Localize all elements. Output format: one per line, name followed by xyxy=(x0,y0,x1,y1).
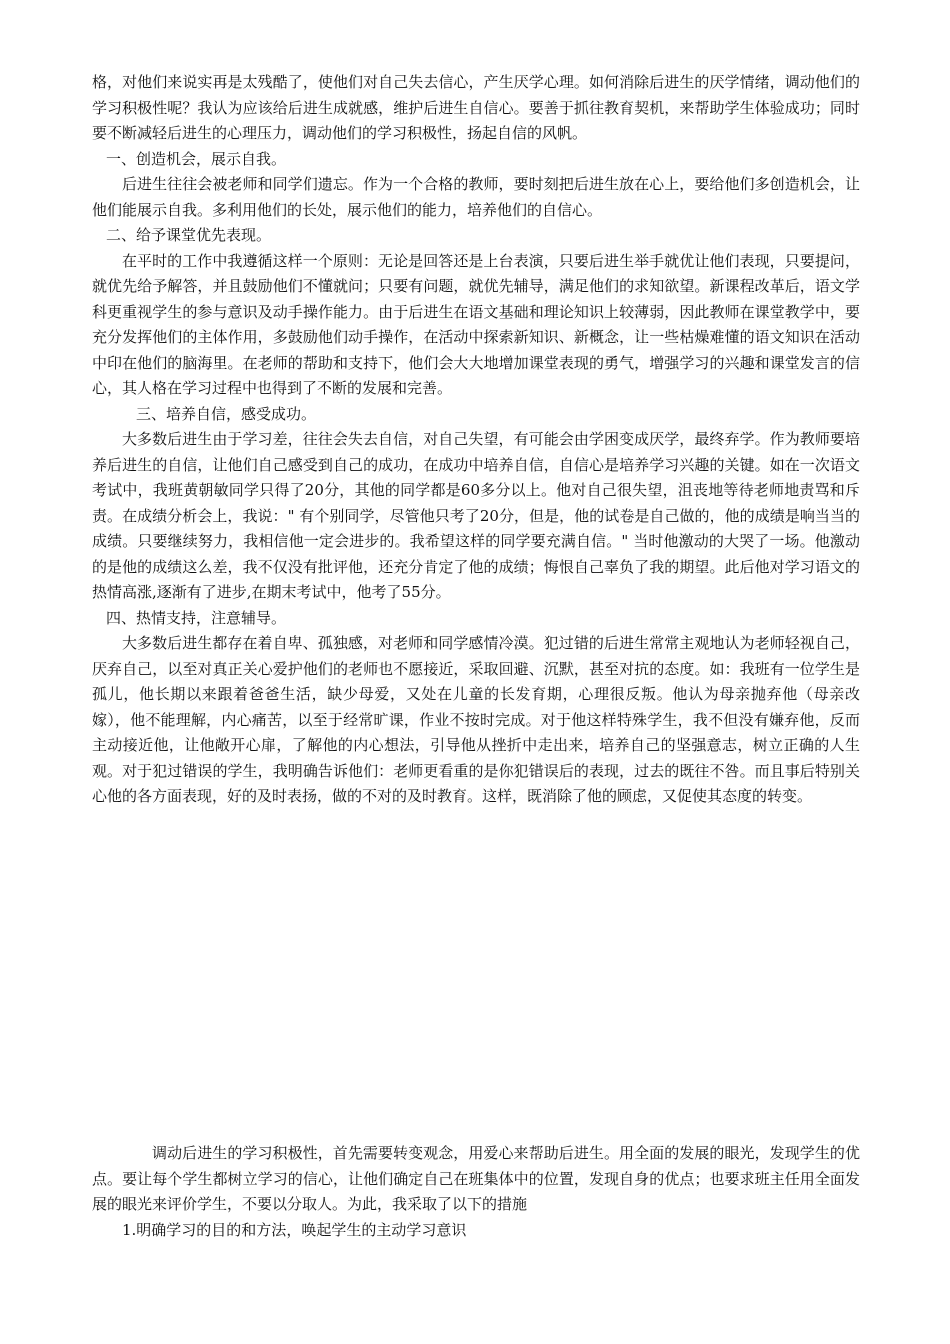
section-paragraph-3: 大多数后进生由于学习差，往往会失去自信，对自己失望，有可能会由学困变成厌学，最终弃学。作为教师要培养后进生的自信，让他们自己感受到自己的成功，在成功中培养自信，自信心是培养学习兴趣的关键。如在一次语文考试中，我班黄朝敏同学只得了20分，其他的同学都是60多分以上。他对自己很失望，沮丧地等待老师地责骂和斥责。在成绩分析会上，我说：" 有个别同学，尽管他只考了20分，但是，他的试卷是自己做的，他的成绩是响当当的成绩。只要继续努力，我相信他一定会进步的。我希望这样的同学要充满自信。" 当时他激动的大哭了一场。他激动的是他的成绩这么差，我不仅没有批评他，还充分肯定了他的成绩；悔恨自己辜负了我的期望。此后他对学习语文的热情高涨,逐渐有了进步,在期末考试中，他考了55分。 xyxy=(92,430,860,601)
document-body xyxy=(92,70,860,810)
section-paragraph-4: 大多数后进生都存在着自卑、孤独感，对老师和同学感情冷漠。犯过错的后进生常常主观地认为老师轻视自己，厌弃自己，以至对真正关心爱护他们的老师也不愿接近，采取回避、沉默，甚至对抗的态度。如：我班有一位学生是孤儿，他长期以来跟着爸爸生活，缺少母爱，又处在儿童的长发育期，心理很反叛。他认为母亲抛弃他（母亲改嫁），他不能理解，内心痛苦，以至于经常旷课，作业不按时完成。对于他这样特殊学生，我不但没有嫌弃他，反而主动接近他，让他敞开心扉，了解他的内心想法，引导他从挫折中走出来，培养自己的坚强意志，树立正确的人生观。对于犯过错误的学生，我明确告诉他们：老师更看重的是你犯错误后的表现，过去的既往不咎。而且事后特别关心他的各方面表现，好的及时表扬，做的不对的及时教育。这样，既消除了他的顾虑，又促使其态度的转变。 xyxy=(92,634,860,805)
section-heading-3: 三、培养自信，感受成功。 xyxy=(136,404,317,423)
measure-list-item-1: 1.明确学习的目的和方法，唤起学生的主动学习意识 xyxy=(122,1220,467,1239)
section-heading-2: 二、给予课堂优先表现。 xyxy=(106,226,272,244)
section-heading-4: 四、热情支持，注意辅导。 xyxy=(106,608,287,627)
section-paragraph-1: 后进生往往会被老师和同学们遗忘。作为一个合格的教师，要时刻把后进生放在心上，要给他们多创造机会，让他们能展示自我。多利用他们的长处，展示他们的能力，培养他们的自信心。 xyxy=(92,175,860,219)
document-tail xyxy=(92,1141,860,1243)
section-paragraph-2: 在平时的工作中我遵循这样一个原则：无论是回答还是上台表演，只要后进生举手就优让他们表现，只要提问，就优先给予解答，并且鼓励他们不懂就问；只要有问题，就优先辅导，满足他们的求知欲望。新课程改革后，语文学科更重视学生的参与意识及动手操作能力。由于后进生在语文基础和理论知识上较薄弱，因此教师在课堂教学中，要充分发挥他们的主体作用，多鼓励他们动手操作，在活动中探索新知识、新概念，让一些枯燥难懂的语文知识在活动中印在他们的脑海里。在老师的帮助和支持下，他们会大大地增加课堂表现的勇气，增强学习的兴趣和课堂发言的信心，其人格在学习过程中也得到了不断的发展和完善。 xyxy=(92,251,860,397)
intro-paragraph: 格，对他们来说实再是太残酷了，使他们对自己失去信心，产生厌学心理。如何消除后进生的厌学情绪，调动他们的学习积极性呢？我认为应该给后进生成就感，维护后进生自信心。要善于抓往教育契机，来帮助学生体验成功；同时要不断减轻后进生的心理压力，调动他们的学习积极性，扬起自信的风帆。 xyxy=(92,73,860,142)
summary-paragraph: 调动后进生的学习积极性，首先需要转变观念，用爱心来帮助后进生。用全面的发展的眼光，发现学生的优点。要让每个学生都树立学习的信心，让他们确定自己在班集体中的位置，发现自身的优点；也要求班主任用全面发展的眼光来评价学生，不要以分取人。为此，我采取了以下的措施 xyxy=(92,1144,860,1213)
section-heading-1: 一、创造机会，展示自我。 xyxy=(106,149,287,168)
